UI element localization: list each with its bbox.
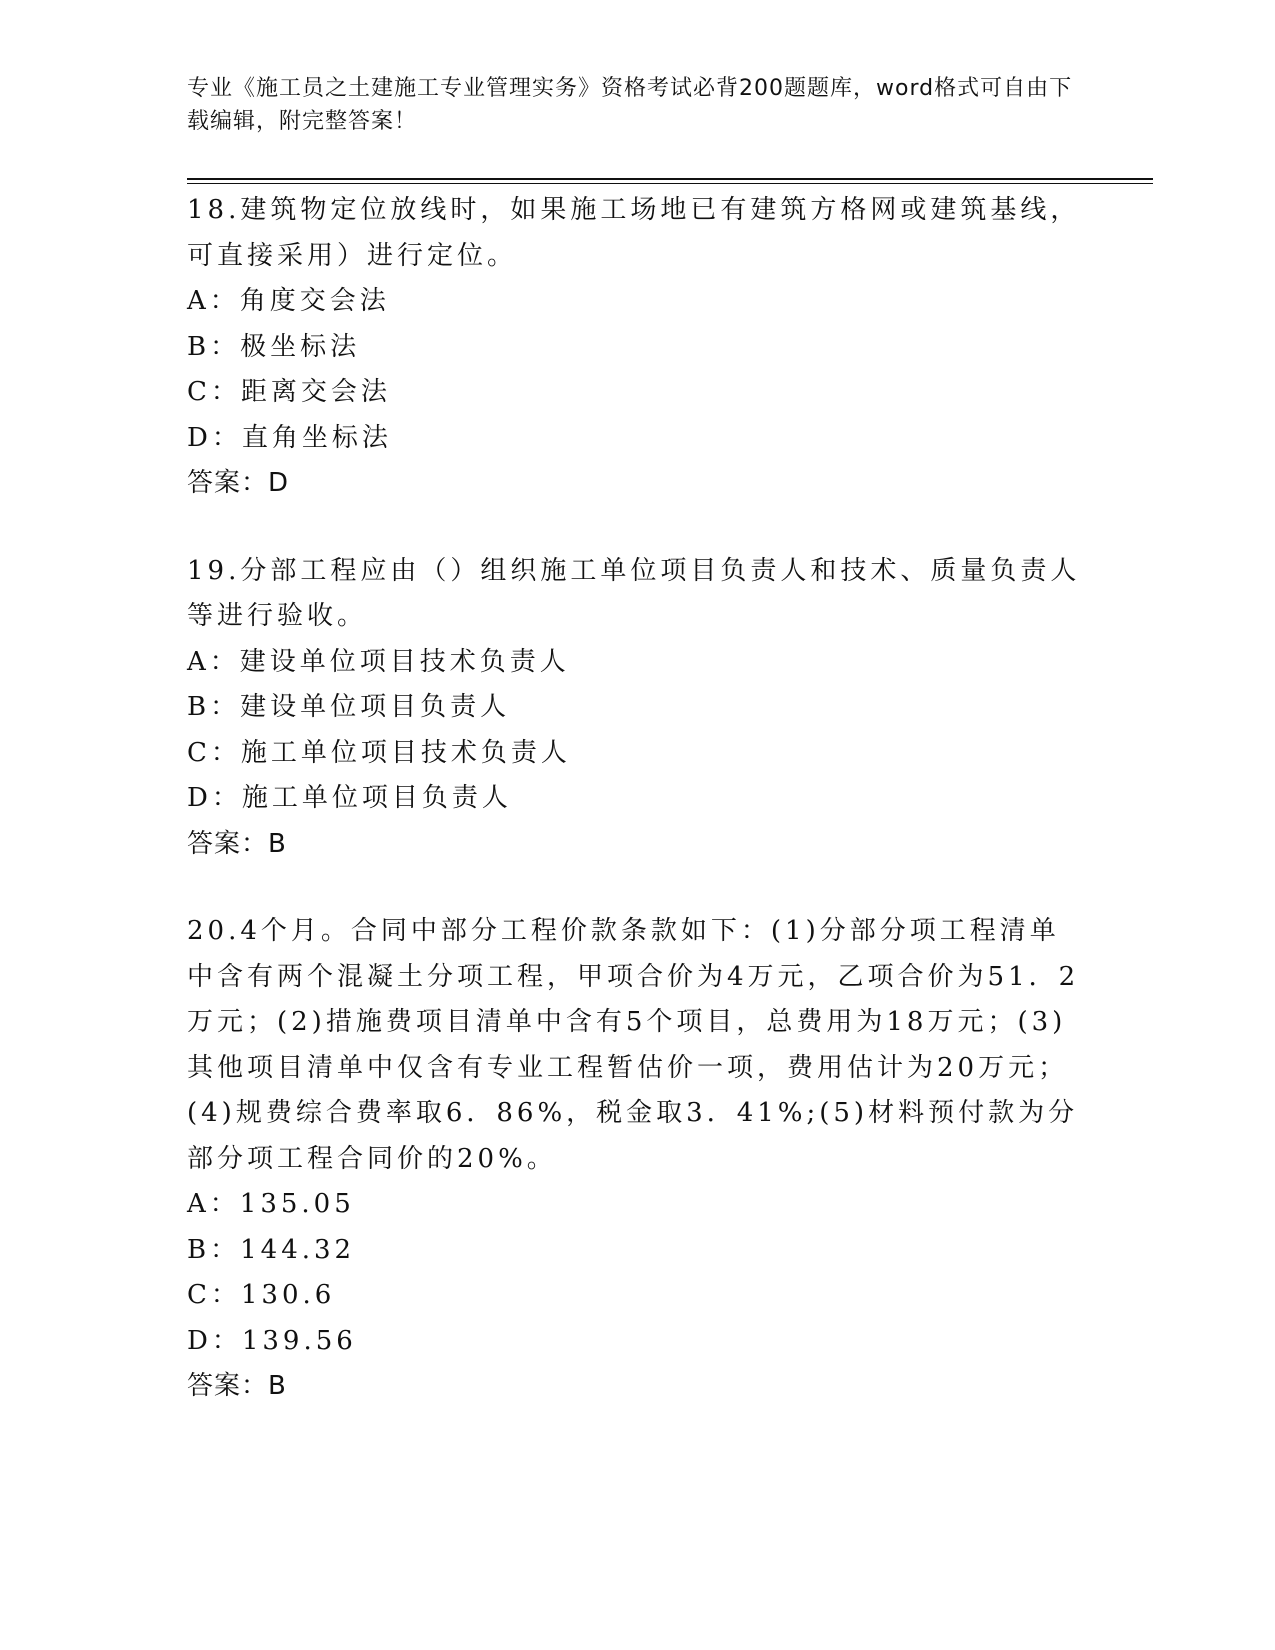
answer-label: 答案：D [187,468,290,498]
header-divider-thin [187,183,1153,184]
question-18 [187,188,1087,507]
option-a: A：建设单位项目技术负责人 [187,646,570,677]
question-20 [187,909,1087,1410]
option-d: D：施工单位项目负责人 [187,783,512,813]
header-divider-thick [187,178,1153,180]
option-a: A：135.05 [187,1189,355,1219]
answer-label: 答案：B [187,828,287,859]
option-b: B：极坐标法 [187,331,361,362]
question-stem: 19.分部工程应由（）组织施工单位项目负责人和技术、质量负责人等进行验收。 [187,555,1081,631]
option-c: C：130.6 [187,1280,336,1310]
question-stem: 20.4个月。合同中部分工程价款条款如下：(1)分部分项工程清单中含有两个混凝土分项工程，甲项合价为4万元，乙项合价为51．2万元；(2)措施费项目清单中含有5个项目，总费用为18万元；(3)其他项目清单中仅含有专业工程暂估价一项，费用估计为20万元；(4)规费综合费率取6．86%，税金取3．41%;(5)材料预付款为分部分项工程合同价的20%。 [187,916,1080,1174]
question-19 [187,549,1087,868]
question-stem: 18.建筑物定位放线时，如果施工场地已有建筑方格网或建筑基线，可直接采用）进行定位。 [187,195,1081,271]
option-c: C：施工单位项目技术负责人 [187,737,571,768]
option-d: D：139.56 [187,1325,357,1356]
option-a: A：角度交会法 [187,286,390,316]
document-header: 专业《施工员之土建施工专业管理实务》资格考试必背200题题库，word格式可自由下载编辑，附完整答案！ [187,76,1073,134]
option-d: D：直角坐标法 [187,422,392,453]
question-list [187,188,1087,1452]
answer-label: 答案：B [187,1371,287,1401]
option-c: C：距离交会法 [187,377,391,407]
option-b: B：建设单位项目负责人 [187,692,511,722]
option-b: B：144.32 [187,1234,356,1265]
